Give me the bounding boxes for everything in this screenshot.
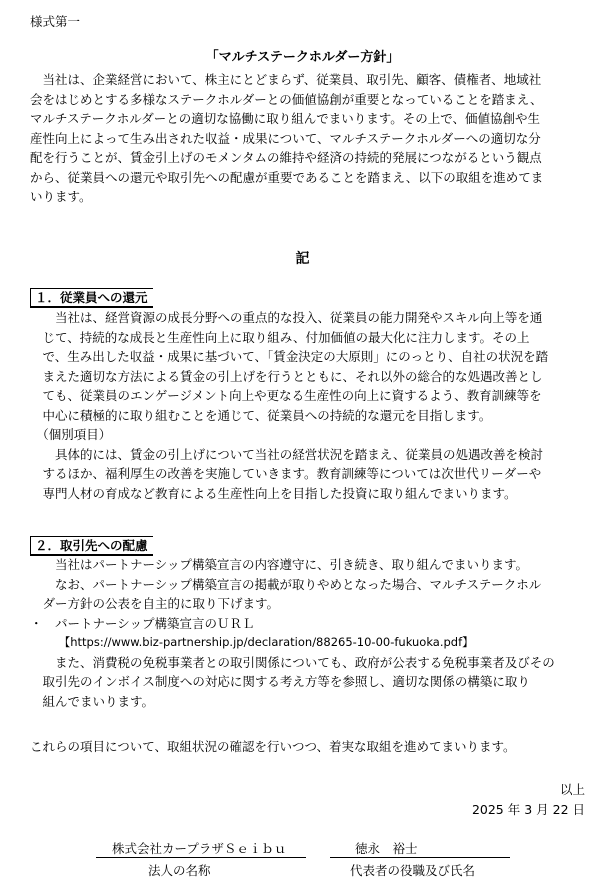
section2-line: ・ パートナーシップ構築宣言のＵＲＬ (30, 615, 255, 631)
representative-label: 代表者の役職及び氏名 (350, 863, 476, 878)
section1-line: 専門人材の育成など教育による生産性向上を目指した投資に取り組んでまいります。 (30, 485, 517, 501)
section1-line: ても、従業員のエンゲージメント向上や更なる生産性の向上に資するよう、教育訓練等を (30, 388, 542, 403)
section1-line: 具体的には、賃金の引上げについて当社の経営状況を踏まえ、従業員の処遇改善を検討 (30, 446, 544, 462)
company-name: 株式会社カープラザＳｅｉｂｕ (112, 841, 287, 856)
section2-line: また、消費税の免税事業者との取引関係についても、政府が公表する免税事業者及びその (30, 654, 555, 670)
section2-body (30, 555, 555, 711)
section1-body (30, 308, 548, 503)
intro-line: 配を行うことが、賃金引上げのモメンタムの維持や経済の持続的発展につながるという観点 (30, 150, 542, 165)
representative-name: 徳永 裕士 (355, 841, 418, 856)
section2-line: 当社はパートナーシップ構築宣言の内容遵守に、引き続き、取り組んでまいります。 (30, 557, 529, 572)
section2-line: ダー方針の公表を自主的に取り下げます。 (30, 596, 280, 611)
ijou-label: 以上 (559, 782, 585, 797)
section1-line: 中心に積極的に取り組むことを通じて、従業員への持続的な還元を目指します。 (30, 407, 492, 423)
section2-heading: ２．取引先への配慮 (30, 536, 153, 556)
intro-line: 当社は、企業経営において、株主にとどまらず、従業員、取引先、顧客、債権者、地域社 (30, 72, 542, 87)
company-label: 法人の名称 (148, 863, 211, 878)
intro-line: いります。 (30, 189, 92, 204)
section1-line: じて、持続的な成長と生産性向上に取り組み、付加価値の最大化に注力します。その上 (30, 329, 530, 345)
intro-line: 産性向上によって生み出された収益・成果について、マルチステークホルダーへの適切な分 (30, 130, 541, 146)
ki-heading: 記 (295, 251, 310, 267)
section2-line: 組んでまいります。 (30, 693, 155, 709)
section1-line: まえた適切な方法による賃金の引上げを行うとともに、それ以外の総合的な処遇改善とし (30, 368, 543, 384)
intro-line: マルチステークホルダーとの適切な協働に取り組んでまいります。その上で、価値協創や生 (30, 111, 541, 126)
document-title: 「マルチステークホルダー方針」 (205, 50, 400, 65)
date: 2025 年 3 月 22 日 (471, 802, 585, 817)
intro-paragraph (30, 70, 585, 207)
representative-underline (330, 857, 510, 858)
closing-sentence: これらの項目について、取組状況の確認を行いつつ、着実な取組を進めてまいります。 (30, 739, 516, 754)
intro-line: から、従業員への還元や取引先への配慮が重要であることを踏まえ、以下の取組を進めてま (30, 169, 544, 185)
section1-line: で、生み出した収益・成果に基づいて、「賃金決定の大原則」にのっとり、自社の状況を踏 (30, 349, 549, 364)
section1-heading: １．従業員への還元 (30, 288, 153, 308)
intro-line: 会をはじめとする多様なステークホルダーとの価値協創が重要となっていることを踏まえ、 (30, 91, 543, 107)
section2-url: 【https://www.biz-partnership.jp/declaration/88265-10-00-fukuoka.pdf】 (30, 635, 474, 649)
form-number: 様式第一 (30, 14, 81, 29)
section2-line: 取引先のインボイス制度への対応に関する考え方等を参照し、適切な関係の構築に取り (30, 674, 530, 689)
section1-line: 当社は、経営資源の成長分野への重点的な投入、従業員の能力開発やスキル向上等を通 (30, 310, 543, 325)
section1-line: するほか、福利厚生の改善を実施していきます。教育訓練等については次世代リーダーや (30, 466, 542, 481)
section2-line: なお、パートナーシップ構築宣言の掲載が取りやめとなった場合、マルチステークホル (30, 576, 542, 592)
section1-line: （個別項目） (30, 427, 112, 442)
company-underline (96, 857, 306, 858)
